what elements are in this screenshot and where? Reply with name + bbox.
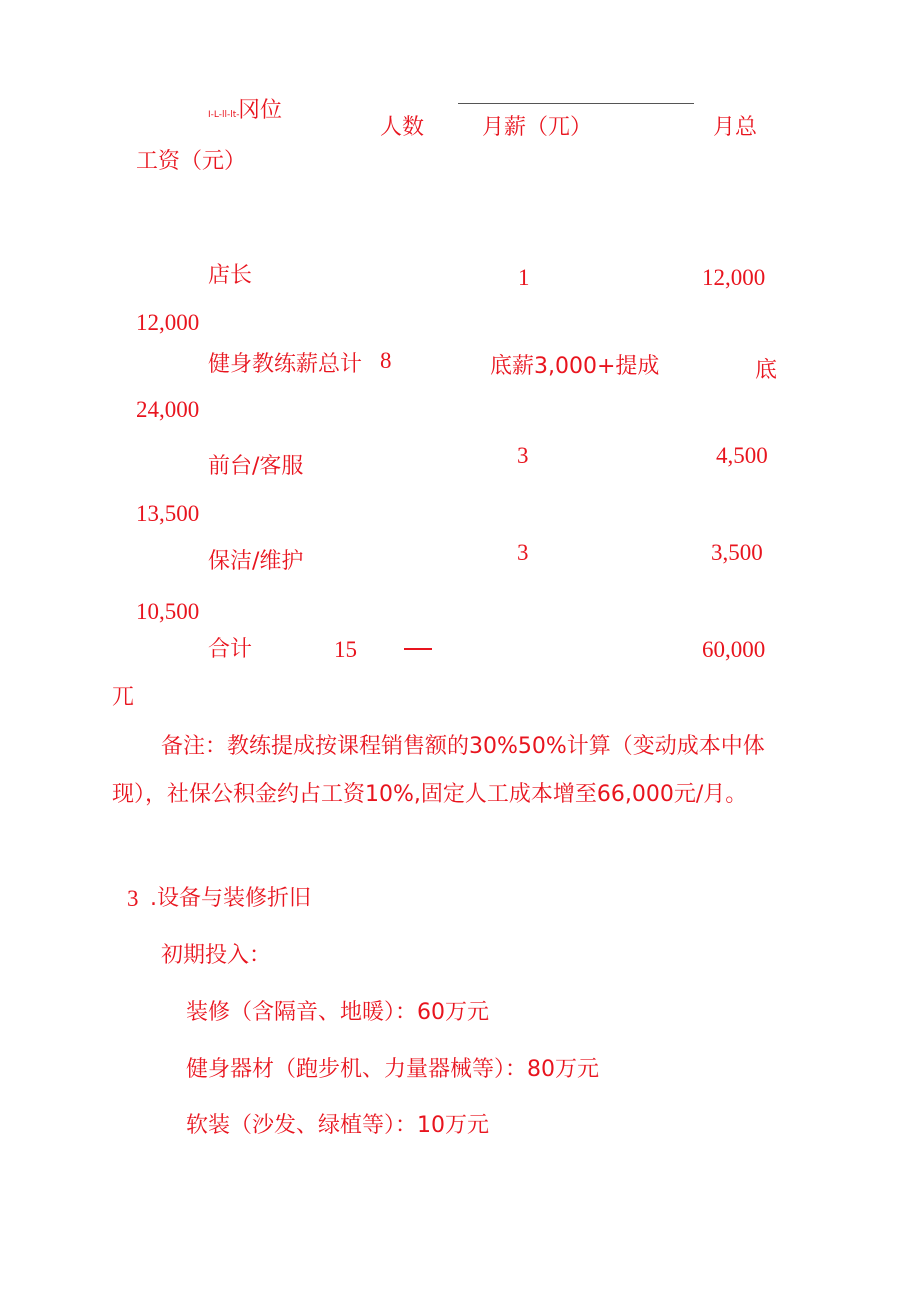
investment-item: 装修（含隔音、地暖）：60万元 — [186, 1000, 489, 1025]
section-number: 3 — [127, 886, 139, 911]
row-position: 保洁/维护 — [208, 549, 304, 574]
investment-item: 软装（沙发、绿植等）：10万元 — [186, 1113, 489, 1138]
row-total: 10,500 — [136, 599, 200, 624]
summary-total: 60,000 — [702, 637, 766, 662]
summary-dash-line — [404, 648, 432, 650]
row-total: 13,500 — [136, 501, 200, 526]
summary-count: 15 — [334, 637, 357, 662]
row-position: 店长 — [208, 263, 253, 288]
row-position: 前台/客服 — [208, 454, 304, 479]
salary-header: 月薪（兀） — [482, 115, 593, 140]
row-count: 3 — [517, 443, 529, 468]
row-salary: 底薪3,000+提成 — [490, 354, 660, 379]
summary-unit: 兀 — [112, 685, 135, 710]
count-header: 人数 — [380, 115, 425, 140]
row-count: 8 — [380, 348, 392, 373]
row-total: 24,000 — [136, 397, 200, 422]
note-line-2: 现），社保公积金约占工资10%,固定人工成本增至66,000元/月。 — [112, 782, 748, 807]
investment-item: 健身器材（跑步机、力量器械等）：80万元 — [186, 1057, 599, 1082]
row-count: 1 — [518, 265, 530, 290]
section-heading: .设备与装修折旧 — [150, 886, 311, 911]
note-line-1: 备注：教练提成按课程销售额的30%50%计算（变动成本中体 — [161, 734, 765, 759]
row-salary: 3,500 — [711, 540, 763, 565]
row-count: 3 — [517, 540, 529, 565]
summary-label: 合计 — [208, 637, 253, 662]
position-header-prefix: I-L-ll-lt- — [208, 110, 240, 120]
total-header-part1: 月总 — [713, 115, 758, 140]
initial-investment-label: 初期投入： — [161, 943, 272, 968]
row-position: 健身教练薪总计 — [208, 352, 363, 377]
summary-dash — [404, 633, 432, 661]
total-header-part2: 工资（元） — [136, 149, 247, 174]
table-header-rule — [458, 103, 694, 104]
position-header: 冈位 — [238, 98, 283, 123]
row-salary: 4,500 — [716, 443, 768, 468]
row-salary: 12,000 — [702, 265, 766, 290]
row-salary-suffix: 底 — [755, 358, 778, 383]
row-total: 12,000 — [136, 310, 200, 335]
